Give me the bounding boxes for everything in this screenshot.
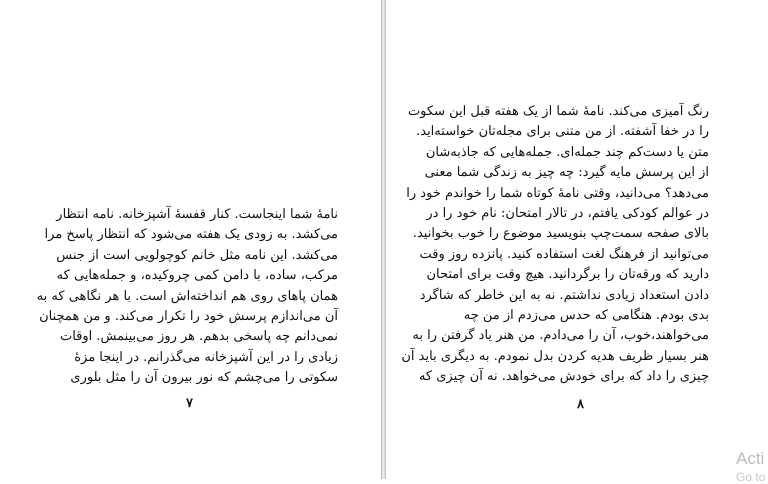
page-number-right: ۸ <box>577 397 584 412</box>
text-line: بالای صفحه سمت‌چپ بنویسید موضوع را خوب بخوانید. <box>412 226 709 242</box>
text-line: دارید که ورقه‌تان را برگردانید. هیچ وقت برای امتحان <box>426 267 709 283</box>
text-line: مرکب، ساده، با دامن کمی چروکیده، و جمله‌هایی که <box>56 268 338 284</box>
activation-watermark-subtext: Go to <box>736 470 766 484</box>
page-number-left: ۷ <box>186 396 193 411</box>
text-line: بدی بودم. هنگامی که حدس می‌زدم از من چه <box>463 307 709 323</box>
text-line: را در خفا آشفته. از من متنی برای مجله‌تان خواسته‌اید. <box>416 124 709 140</box>
text-line: می‌خواهند،خوب، آن را می‌دادم. من هنر یاد گرفتن را به <box>412 328 709 344</box>
text-line: می‌کشد. این نامه مثل خانم کوچولویی است از جنس <box>56 247 338 263</box>
text-line: از این پرسش مایه گیرد: چه چیز به زندگی شما معنی <box>424 165 709 181</box>
text-line: دادن استعداد زیادی نداشتم. نه به این خاطر که شاگرد <box>419 287 709 303</box>
text-line: رنگ آمیزی می‌کند. نامهٔ شما از یک هفته قبل این سکوت <box>407 104 709 119</box>
text-line: متن یا دست‌کم چند جمله‌ای. جمله‌هایی که جاذبه‌شان <box>425 144 709 160</box>
text-line: می‌کشد. به زودی یک هفته می‌شود که انتظار پاسخ مرا <box>44 227 338 243</box>
text-line: نامهٔ شما اینجاست. کنار قفسهٔ آشپزخانه. نامه انتظار <box>56 207 338 222</box>
text-line: نمی‌دانم چه پاسخی بدهم. هر روز می‌بینمش. اوقات <box>59 329 338 345</box>
text-line: زیادی را در این آشپزخانه می‌گذرانم. در اینجا مزهٔ <box>74 349 338 365</box>
activation-watermark: Acti <box>736 449 765 468</box>
text-line: آن می‌اندازم پرسش خود را تکرار می‌کند. و من همچنان <box>39 308 338 324</box>
page-left <box>0 0 381 479</box>
page-right-text <box>401 102 709 387</box>
text-line: در عوالم کودکی یافتم، در تالار امتحان: نام خود را در <box>426 205 709 221</box>
text-line: می‌دهد؟ می‌دانید، وقتی نامهٔ کوتاه شما را خواندم خود را <box>406 185 709 201</box>
text-line: سکوتی را می‌چشم که نور بیرون آن را مثل بلوری <box>70 370 338 386</box>
page-left-text <box>36 205 338 389</box>
text-line: می‌توانید از فرهنگ لغت استفاده کنید. پانزده روز وقت <box>419 246 709 262</box>
text-line: هنر بسیار ظریف هدیه کردن بدل نمودم. به دیگری باید آن <box>401 348 709 364</box>
text-line: چیزی را داد که برای خودش می‌خواهد. نه آن چیزی که <box>418 369 709 385</box>
text-line: همان پاهای روی هم انداخته‌اش است. با هر نگاهی که به <box>36 288 338 304</box>
